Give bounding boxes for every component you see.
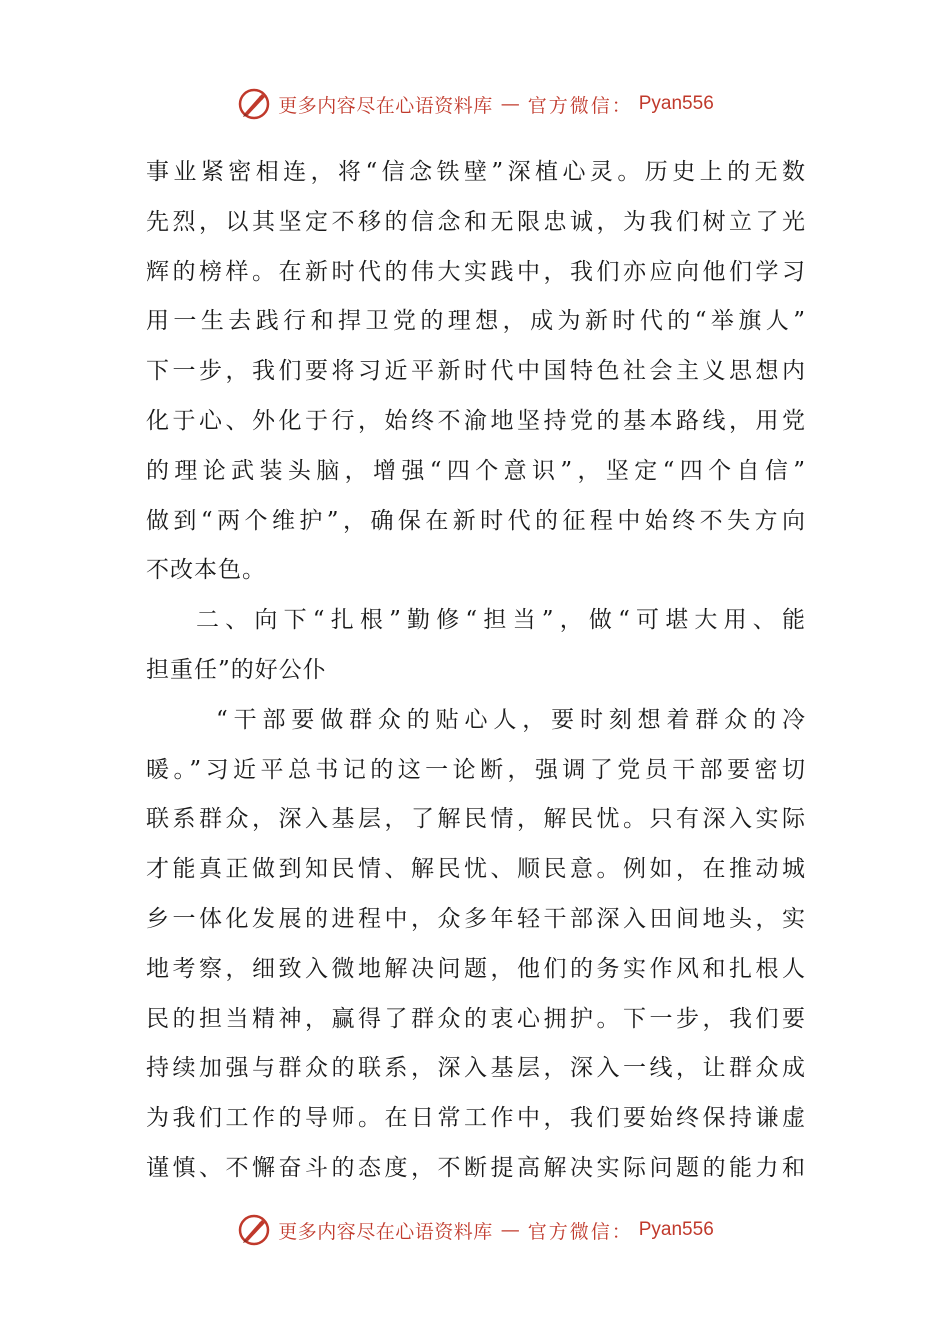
text-line: 为我们工作的导师。在日常工作中，我们要始终保持谦虚 bbox=[146, 1105, 806, 1132]
text-line: 暖。”习近平总书记的这一论断，强调了党员干部要密切 bbox=[146, 756, 806, 783]
footer-dash: — bbox=[500, 1219, 520, 1241]
text-line: 先烈，以其坚定不移的信念和无限忠诚，为我们树立了光 bbox=[146, 208, 806, 235]
text-line: 事业紧密相连，将“信念铁壁”深植心灵。历史上的无数 bbox=[146, 159, 806, 185]
section-heading-line: 担重任”的好公仆 bbox=[146, 656, 327, 683]
text-line: 乡一体化发展的进程中，众多年轻干部深入田间地头，实 bbox=[146, 905, 806, 932]
footer-watermark-banner bbox=[0, 1208, 950, 1252]
header-official-label: 官方微信： bbox=[527, 94, 633, 117]
section-heading-line: 二、向下“扎根”勤修“担当”，做“可堪大用、能 bbox=[196, 607, 806, 634]
text-line: 下一步，我们要将习近平新时代中国特色社会主义思想内 bbox=[146, 358, 806, 385]
text-line: 化于心、外化于行，始终不渝地坚持党的基本路线，用党 bbox=[146, 407, 806, 434]
text-line: 才能真正做到知民情、解民忧、顺民意。例如，在推动城 bbox=[146, 856, 806, 883]
footer-wechat-id: Pyan556 bbox=[638, 1219, 714, 1240]
text-line: 民的担当精神，赢得了群众的衷心拥护。下一步，我们要 bbox=[146, 1005, 806, 1032]
text-line: 地考察，细致入微地解决问题，他们的务实作风和扎根人 bbox=[146, 955, 806, 982]
text-line: 的理论武装头脑，增强“四个意识”，坚定“四个自信” bbox=[146, 457, 806, 484]
pen-logo-icon bbox=[236, 1212, 272, 1248]
text-line: 联系群众，深入基层，了解民情，解民忧。只有深入实际 bbox=[146, 806, 806, 833]
text-line: 辉的榜样。在新时代的伟大实践中，我们亦应向他们学习 bbox=[146, 258, 806, 285]
quote-line: “干部要做群众的贴心人，要时刻想着群众的冷 bbox=[216, 706, 806, 733]
header-wechat-id: Pyan556 bbox=[638, 93, 714, 114]
text-line: 持续加强与群众的联系，深入基层，深入一线，让群众成 bbox=[146, 1055, 806, 1082]
text-line: 不改本色。 bbox=[146, 557, 266, 584]
pen-logo-icon bbox=[236, 86, 272, 122]
header-brand-text: 更多内容尽在心语资料库 bbox=[278, 94, 493, 117]
footer-official-label: 官方微信： bbox=[527, 1220, 633, 1243]
text-line: 做到“两个维护”，确保在新时代的征程中始终不失方向 bbox=[146, 507, 806, 534]
text-line: 谨慎、不懈奋斗的态度，不断提高解决实际问题的能力和 bbox=[146, 1154, 806, 1181]
body-text bbox=[146, 148, 806, 1194]
header-watermark-banner bbox=[0, 82, 950, 126]
footer-brand-text: 更多内容尽在心语资料库 bbox=[278, 1220, 493, 1243]
header-dash: — bbox=[500, 93, 520, 115]
text-line: 用一生去践行和捍卫党的理想，成为新时代的“举旗人” bbox=[146, 308, 806, 335]
